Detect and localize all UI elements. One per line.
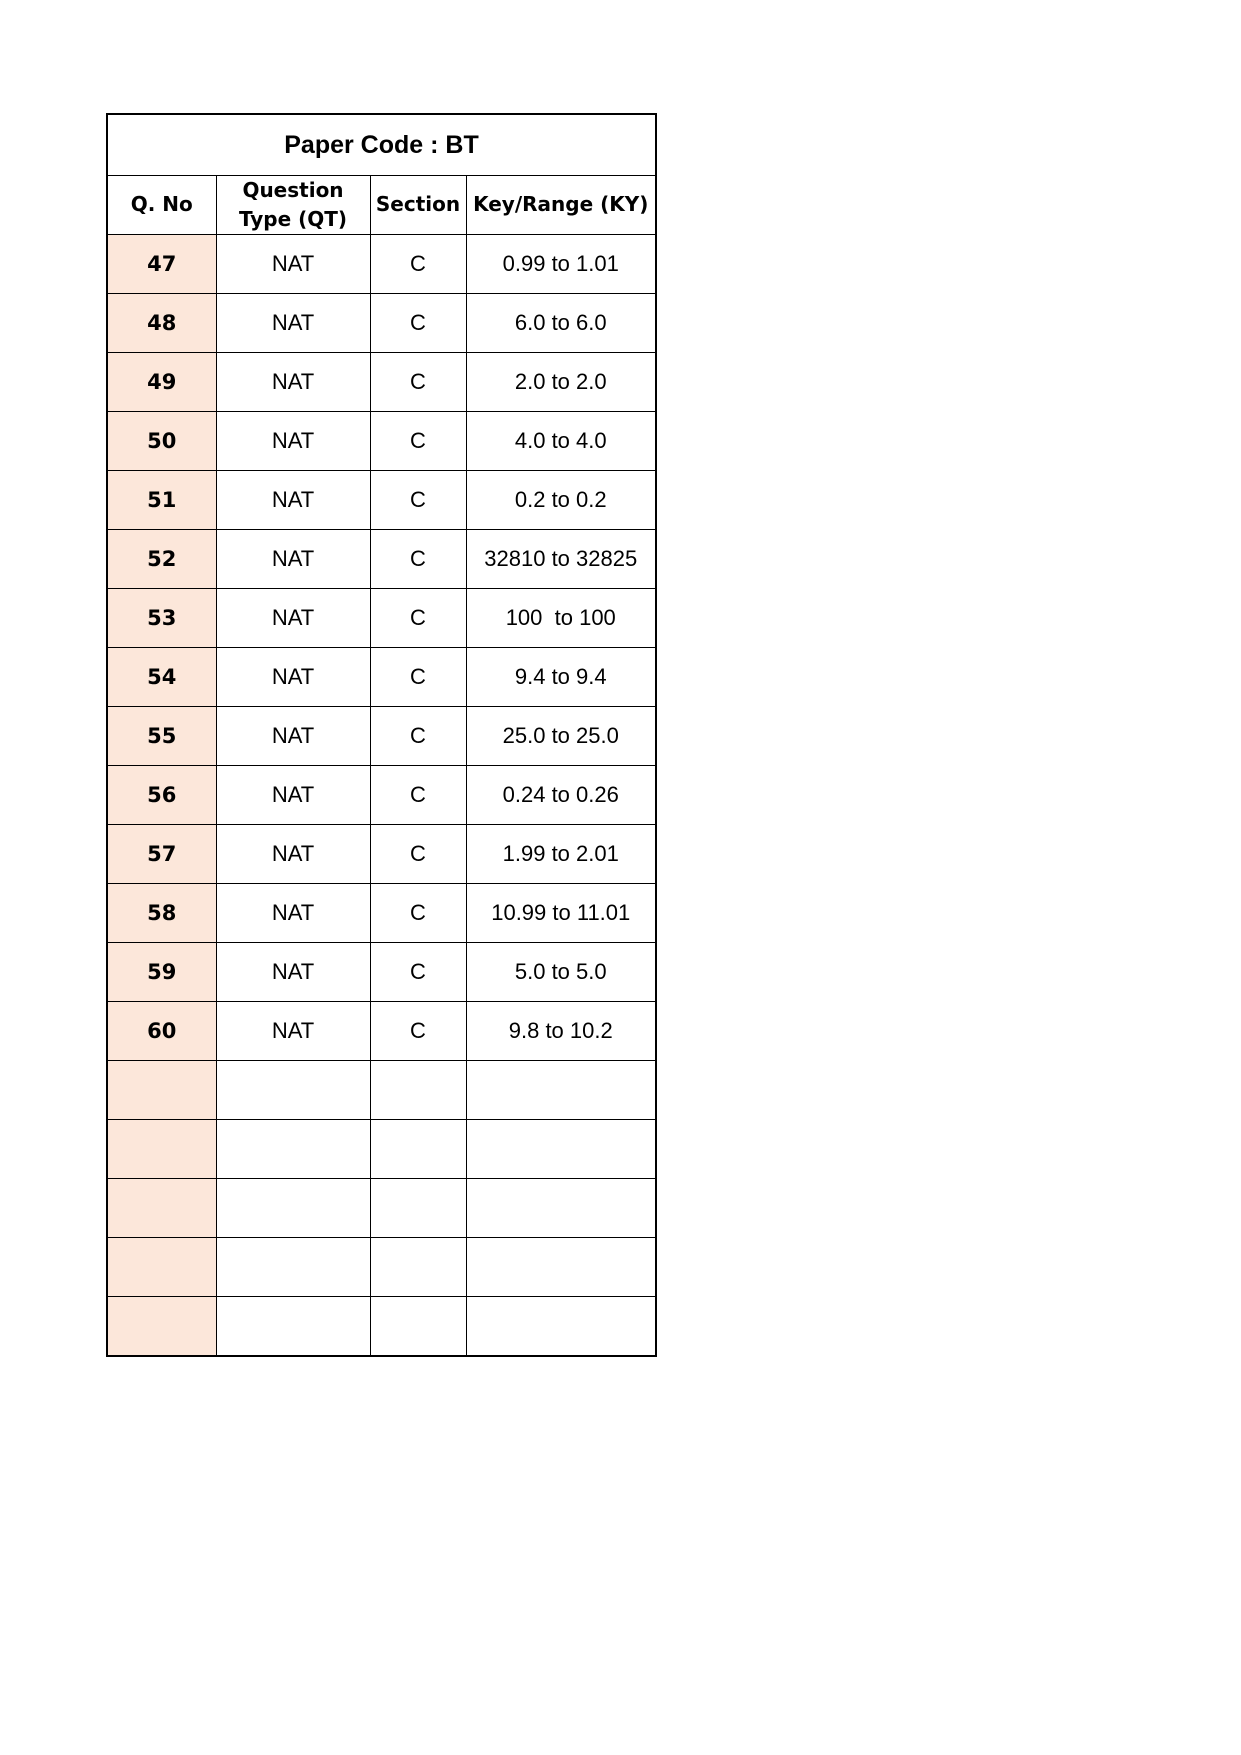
table-row <box>108 765 655 824</box>
key-range-cell: 9.8 to 10.2 <box>466 1001 655 1060</box>
key-range-cell: 4.0 to 4.0 <box>466 411 655 470</box>
question-type-cell <box>216 1237 370 1296</box>
section-cell: C <box>370 293 466 352</box>
empty-table-row <box>108 1296 655 1355</box>
table-row <box>108 883 655 942</box>
header-question-type: Question Type (QT) <box>216 175 370 234</box>
question-type-cell: NAT <box>216 1001 370 1060</box>
paper-code-title: Paper Code : BT <box>108 115 655 175</box>
qno-cell: 59 <box>108 942 216 1001</box>
section-cell: C <box>370 647 466 706</box>
question-type-cell: NAT <box>216 942 370 1001</box>
question-type-cell: NAT <box>216 647 370 706</box>
qno-cell: 54 <box>108 647 216 706</box>
key-range-cell: 10.99 to 11.01 <box>466 883 655 942</box>
qno-cell: 49 <box>108 352 216 411</box>
qno-cell: 53 <box>108 588 216 647</box>
qno-cell: 51 <box>108 470 216 529</box>
section-cell: C <box>370 234 466 293</box>
empty-table-row <box>108 1060 655 1119</box>
section-cell <box>370 1060 466 1119</box>
qno-cell <box>108 1178 216 1237</box>
table-row <box>108 470 655 529</box>
key-range-cell: 0.24 to 0.26 <box>466 765 655 824</box>
key-range-cell <box>466 1060 655 1119</box>
section-cell: C <box>370 883 466 942</box>
question-type-cell: NAT <box>216 883 370 942</box>
section-cell: C <box>370 824 466 883</box>
key-range-cell: 5.0 to 5.0 <box>466 942 655 1001</box>
table-row <box>108 352 655 411</box>
question-type-cell: NAT <box>216 529 370 588</box>
qno-cell: 50 <box>108 411 216 470</box>
question-type-cell <box>216 1296 370 1355</box>
answer-key-sheet <box>106 113 657 1357</box>
qno-cell: 57 <box>108 824 216 883</box>
section-cell: C <box>370 352 466 411</box>
section-cell: C <box>370 765 466 824</box>
question-type-cell: NAT <box>216 588 370 647</box>
header-section: Section <box>370 175 466 234</box>
section-cell: C <box>370 411 466 470</box>
qno-cell: 56 <box>108 765 216 824</box>
section-cell: C <box>370 470 466 529</box>
table-row <box>108 529 655 588</box>
section-cell: C <box>370 1001 466 1060</box>
table-row <box>108 293 655 352</box>
qno-cell: 52 <box>108 529 216 588</box>
section-cell: C <box>370 588 466 647</box>
key-range-cell: 9.4 to 9.4 <box>466 647 655 706</box>
empty-table-row <box>108 1178 655 1237</box>
key-range-cell <box>466 1119 655 1178</box>
section-cell <box>370 1237 466 1296</box>
key-range-cell: 32810 to 32825 <box>466 529 655 588</box>
table-row <box>108 1001 655 1060</box>
question-type-cell: NAT <box>216 470 370 529</box>
key-range-cell: 0.99 to 1.01 <box>466 234 655 293</box>
section-cell <box>370 1119 466 1178</box>
header-qno: Q. No <box>108 175 216 234</box>
section-cell: C <box>370 706 466 765</box>
question-type-cell <box>216 1119 370 1178</box>
table-row <box>108 942 655 1001</box>
key-range-cell: 1.99 to 2.01 <box>466 824 655 883</box>
table-row <box>108 234 655 293</box>
key-range-cell: 100 to 100 <box>466 588 655 647</box>
header-key-range: Key/Range (KY) <box>466 175 655 234</box>
key-range-cell: 2.0 to 2.0 <box>466 352 655 411</box>
qno-cell: 58 <box>108 883 216 942</box>
table-row <box>108 647 655 706</box>
qno-cell: 48 <box>108 293 216 352</box>
empty-table-row <box>108 1237 655 1296</box>
question-type-cell: NAT <box>216 706 370 765</box>
qno-cell: 60 <box>108 1001 216 1060</box>
question-type-cell <box>216 1060 370 1119</box>
question-type-cell: NAT <box>216 824 370 883</box>
table-row <box>108 824 655 883</box>
qno-cell <box>108 1060 216 1119</box>
qno-cell <box>108 1119 216 1178</box>
question-type-cell: NAT <box>216 234 370 293</box>
table-row <box>108 588 655 647</box>
key-range-cell <box>466 1296 655 1355</box>
question-type-cell: NAT <box>216 352 370 411</box>
qno-cell: 55 <box>108 706 216 765</box>
table-body <box>108 234 655 1355</box>
question-type-cell: NAT <box>216 293 370 352</box>
qno-cell <box>108 1296 216 1355</box>
qno-cell: 47 <box>108 234 216 293</box>
section-cell: C <box>370 529 466 588</box>
title-row <box>108 115 655 175</box>
key-range-cell: 25.0 to 25.0 <box>466 706 655 765</box>
empty-table-row <box>108 1119 655 1178</box>
table-row <box>108 411 655 470</box>
section-cell: C <box>370 942 466 1001</box>
key-range-cell: 6.0 to 6.0 <box>466 293 655 352</box>
key-range-cell <box>466 1178 655 1237</box>
question-type-cell: NAT <box>216 411 370 470</box>
header-row <box>108 175 655 234</box>
question-type-cell <box>216 1178 370 1237</box>
key-range-cell <box>466 1237 655 1296</box>
question-type-cell: NAT <box>216 765 370 824</box>
qno-cell <box>108 1237 216 1296</box>
section-cell <box>370 1178 466 1237</box>
table-row <box>108 706 655 765</box>
answer-key-table <box>108 115 655 1355</box>
key-range-cell: 0.2 to 0.2 <box>466 470 655 529</box>
section-cell <box>370 1296 466 1355</box>
